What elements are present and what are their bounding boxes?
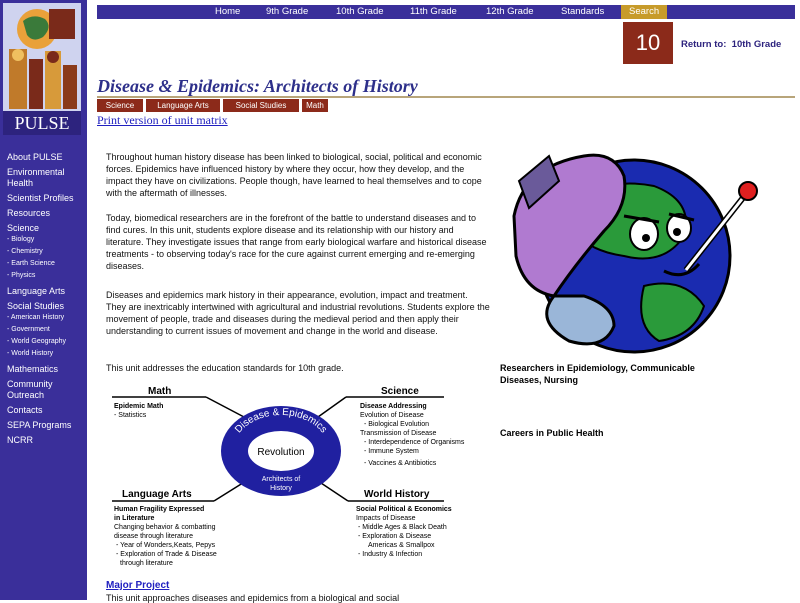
nav-search[interactable]: Search [621, 5, 667, 19]
world-history-line: Americas & Smallpox [368, 542, 435, 549]
language-arts-line: through literature [120, 560, 173, 567]
language-arts-bold: in Literature [114, 515, 155, 522]
sidebar-item-physics[interactable]: - Physics [7, 272, 36, 279]
careers-public-health: Careers in Public Health [500, 428, 604, 438]
sidebar-item-community-outreach[interactable]: Community Outreach [7, 379, 53, 400]
subject-math[interactable]: Math [302, 99, 328, 112]
major-project-link[interactable]: Major Project [106, 580, 170, 591]
science-bold: Disease Addressing [360, 403, 427, 410]
language-arts-bold: Human Fragility Expressed [114, 506, 205, 513]
language-arts-line: disease through literature [114, 533, 193, 540]
sidebar [0, 0, 87, 600]
science-line: - Vaccines & Antibiotics [364, 460, 437, 467]
nav-standards[interactable]: Standards [561, 6, 605, 17]
sidebar-nav [0, 148, 87, 446]
return-label: Return to: [681, 39, 727, 50]
pulse-logo[interactable] [3, 3, 81, 135]
world-history-line: - Exploration & Disease [358, 533, 432, 540]
page-title: Disease & Epidemics: Architects of History [97, 76, 418, 96]
logo-graphic-icon [3, 3, 81, 111]
sidebar-item-american-history[interactable]: - American History [7, 314, 65, 321]
language-arts-line: - Year of Wonders,Keats, Pepys [116, 542, 216, 549]
world-history-line: - Industry & Infection [358, 551, 423, 558]
sidebar-item-world-history[interactable]: - World History [7, 350, 54, 357]
grade-badge: 10 [623, 22, 673, 64]
unit-concept-diagram [106, 383, 496, 573]
sidebar-item-earth-science[interactable]: - Earth Science [7, 260, 55, 267]
nav-10th-grade[interactable]: 10th Grade [336, 6, 384, 17]
science-line: - Interdependence of Organisms [364, 439, 465, 446]
center-arc-text: Disease & Epidemics [233, 406, 329, 436]
sick-globe-illustration-icon [494, 146, 790, 356]
sidebar-item-biology[interactable]: - Biology [7, 236, 35, 243]
return-to[interactable] [681, 39, 781, 50]
language-arts-heading: Language Arts [122, 489, 192, 500]
science-heading: Science [381, 386, 419, 397]
math-bold: Epidemic Math [114, 403, 164, 410]
sidebar-item-ncrr[interactable]: NCRR [7, 435, 33, 445]
title-divider [97, 96, 795, 98]
subject-language-arts[interactable]: Language Arts [146, 99, 220, 112]
sidebar-item-scientist-profiles[interactable]: Scientist Profiles [7, 193, 74, 203]
sidebar-item-mathematics[interactable]: Mathematics [7, 364, 59, 374]
center-bottom-1: Architects of [261, 476, 301, 483]
nav-9th-grade[interactable]: 9th Grade [266, 6, 309, 17]
math-connector-diagonal [206, 397, 244, 417]
sidebar-item-contacts[interactable]: Contacts [7, 405, 43, 415]
sidebar-item-resources[interactable]: Resources [7, 208, 51, 218]
center-bottom-2: History [270, 485, 292, 492]
subject-science[interactable]: Science [97, 99, 143, 112]
sidebar-item-sepa-programs[interactable]: SEPA Programs [7, 420, 72, 430]
logo-text: PULSE [3, 111, 81, 135]
major-project-description: This unit approaches diseases and epidemics from a biological and social [106, 593, 400, 603]
language-arts-line: - Exploration of Trade & Disease [116, 551, 217, 558]
standards-note: This unit addresses the education standards for 10th grade. [106, 363, 344, 373]
world-history-connector-diagonal [318, 481, 348, 501]
sidebar-item-science[interactable]: Science [7, 223, 40, 233]
sidebar-item-chemistry[interactable]: - Chemistry [7, 248, 43, 255]
intro-paragraph-1: Throughout human history disease has been linked to biological, social, political and economic forces. Epidemics have influenced history by where they occur, how they develop, and the impact they have on civilizations. People though, have learned to heal themselves and to cope with the aftermath of illnesses. [106, 152, 482, 198]
science-line: - Biological Evolution [364, 421, 429, 428]
sidebar-item-world-geography[interactable]: - World Geography [7, 338, 67, 345]
nav-12th-grade[interactable]: 12th Grade [486, 6, 534, 17]
science-line: Transmission of Disease [360, 430, 437, 437]
sidebar-item-language-arts[interactable]: Language Arts [7, 286, 66, 296]
science-line: Evolution of Disease [360, 412, 424, 419]
sidebar-item-government[interactable]: - Government [7, 326, 50, 333]
nav-11th-grade[interactable]: 11th Grade [410, 6, 457, 17]
world-history-line: Impacts of Disease [356, 515, 416, 522]
subject-social-studies[interactable]: Social Studies [223, 99, 299, 112]
nav-home[interactable]: Home [215, 6, 241, 17]
sidebar-item-about-pulse[interactable]: About PULSE [7, 152, 63, 162]
center-revolution: Revolution [257, 447, 305, 458]
world-history-line: - Middle Ages & Black Death [358, 524, 447, 531]
sidebar-item-environmental-health[interactable]: Environmental Health [7, 167, 65, 188]
math-heading: Math [148, 386, 172, 397]
world-history-bold: Social Political & Economics [356, 506, 452, 513]
world-history-heading: World History [364, 489, 430, 500]
language-arts-line: Changing behavior & combatting [114, 524, 216, 531]
math-line: - Statistics [114, 412, 147, 419]
science-line: - Immune System [364, 448, 419, 455]
intro-paragraph-3: Diseases and epidemics mark history in their appearance, evolution, impact and treatment. They are inextricably intertwined with agricultural and industrial revolutions. Students explore the movement of people, trade and diseases during the medieval period and then apply their understanding to current issues of movement and change in the world and disease. [106, 290, 490, 336]
sidebar-item-social-studies[interactable]: Social Studies [7, 301, 65, 311]
top-navigation [97, 5, 795, 19]
science-connector-diagonal [318, 397, 346, 417]
return-link[interactable]: 10th Grade [731, 39, 782, 50]
intro-paragraph-2: Today, biomedical researchers are in the forefront of the battle to understand diseases and to find cures. In this unit, students explore disease and its relationship with our history and literature. They investigate issues that range from early biological warfare and historical disease treatments - to observing today's race for the cure against current emerging and re-emerging diseases. [106, 213, 487, 271]
careers-researchers: Researchers in Epidemiology, Communicable Diseases, Nursing [500, 363, 695, 385]
print-version-link[interactable]: Print version of unit matrix [97, 113, 228, 127]
